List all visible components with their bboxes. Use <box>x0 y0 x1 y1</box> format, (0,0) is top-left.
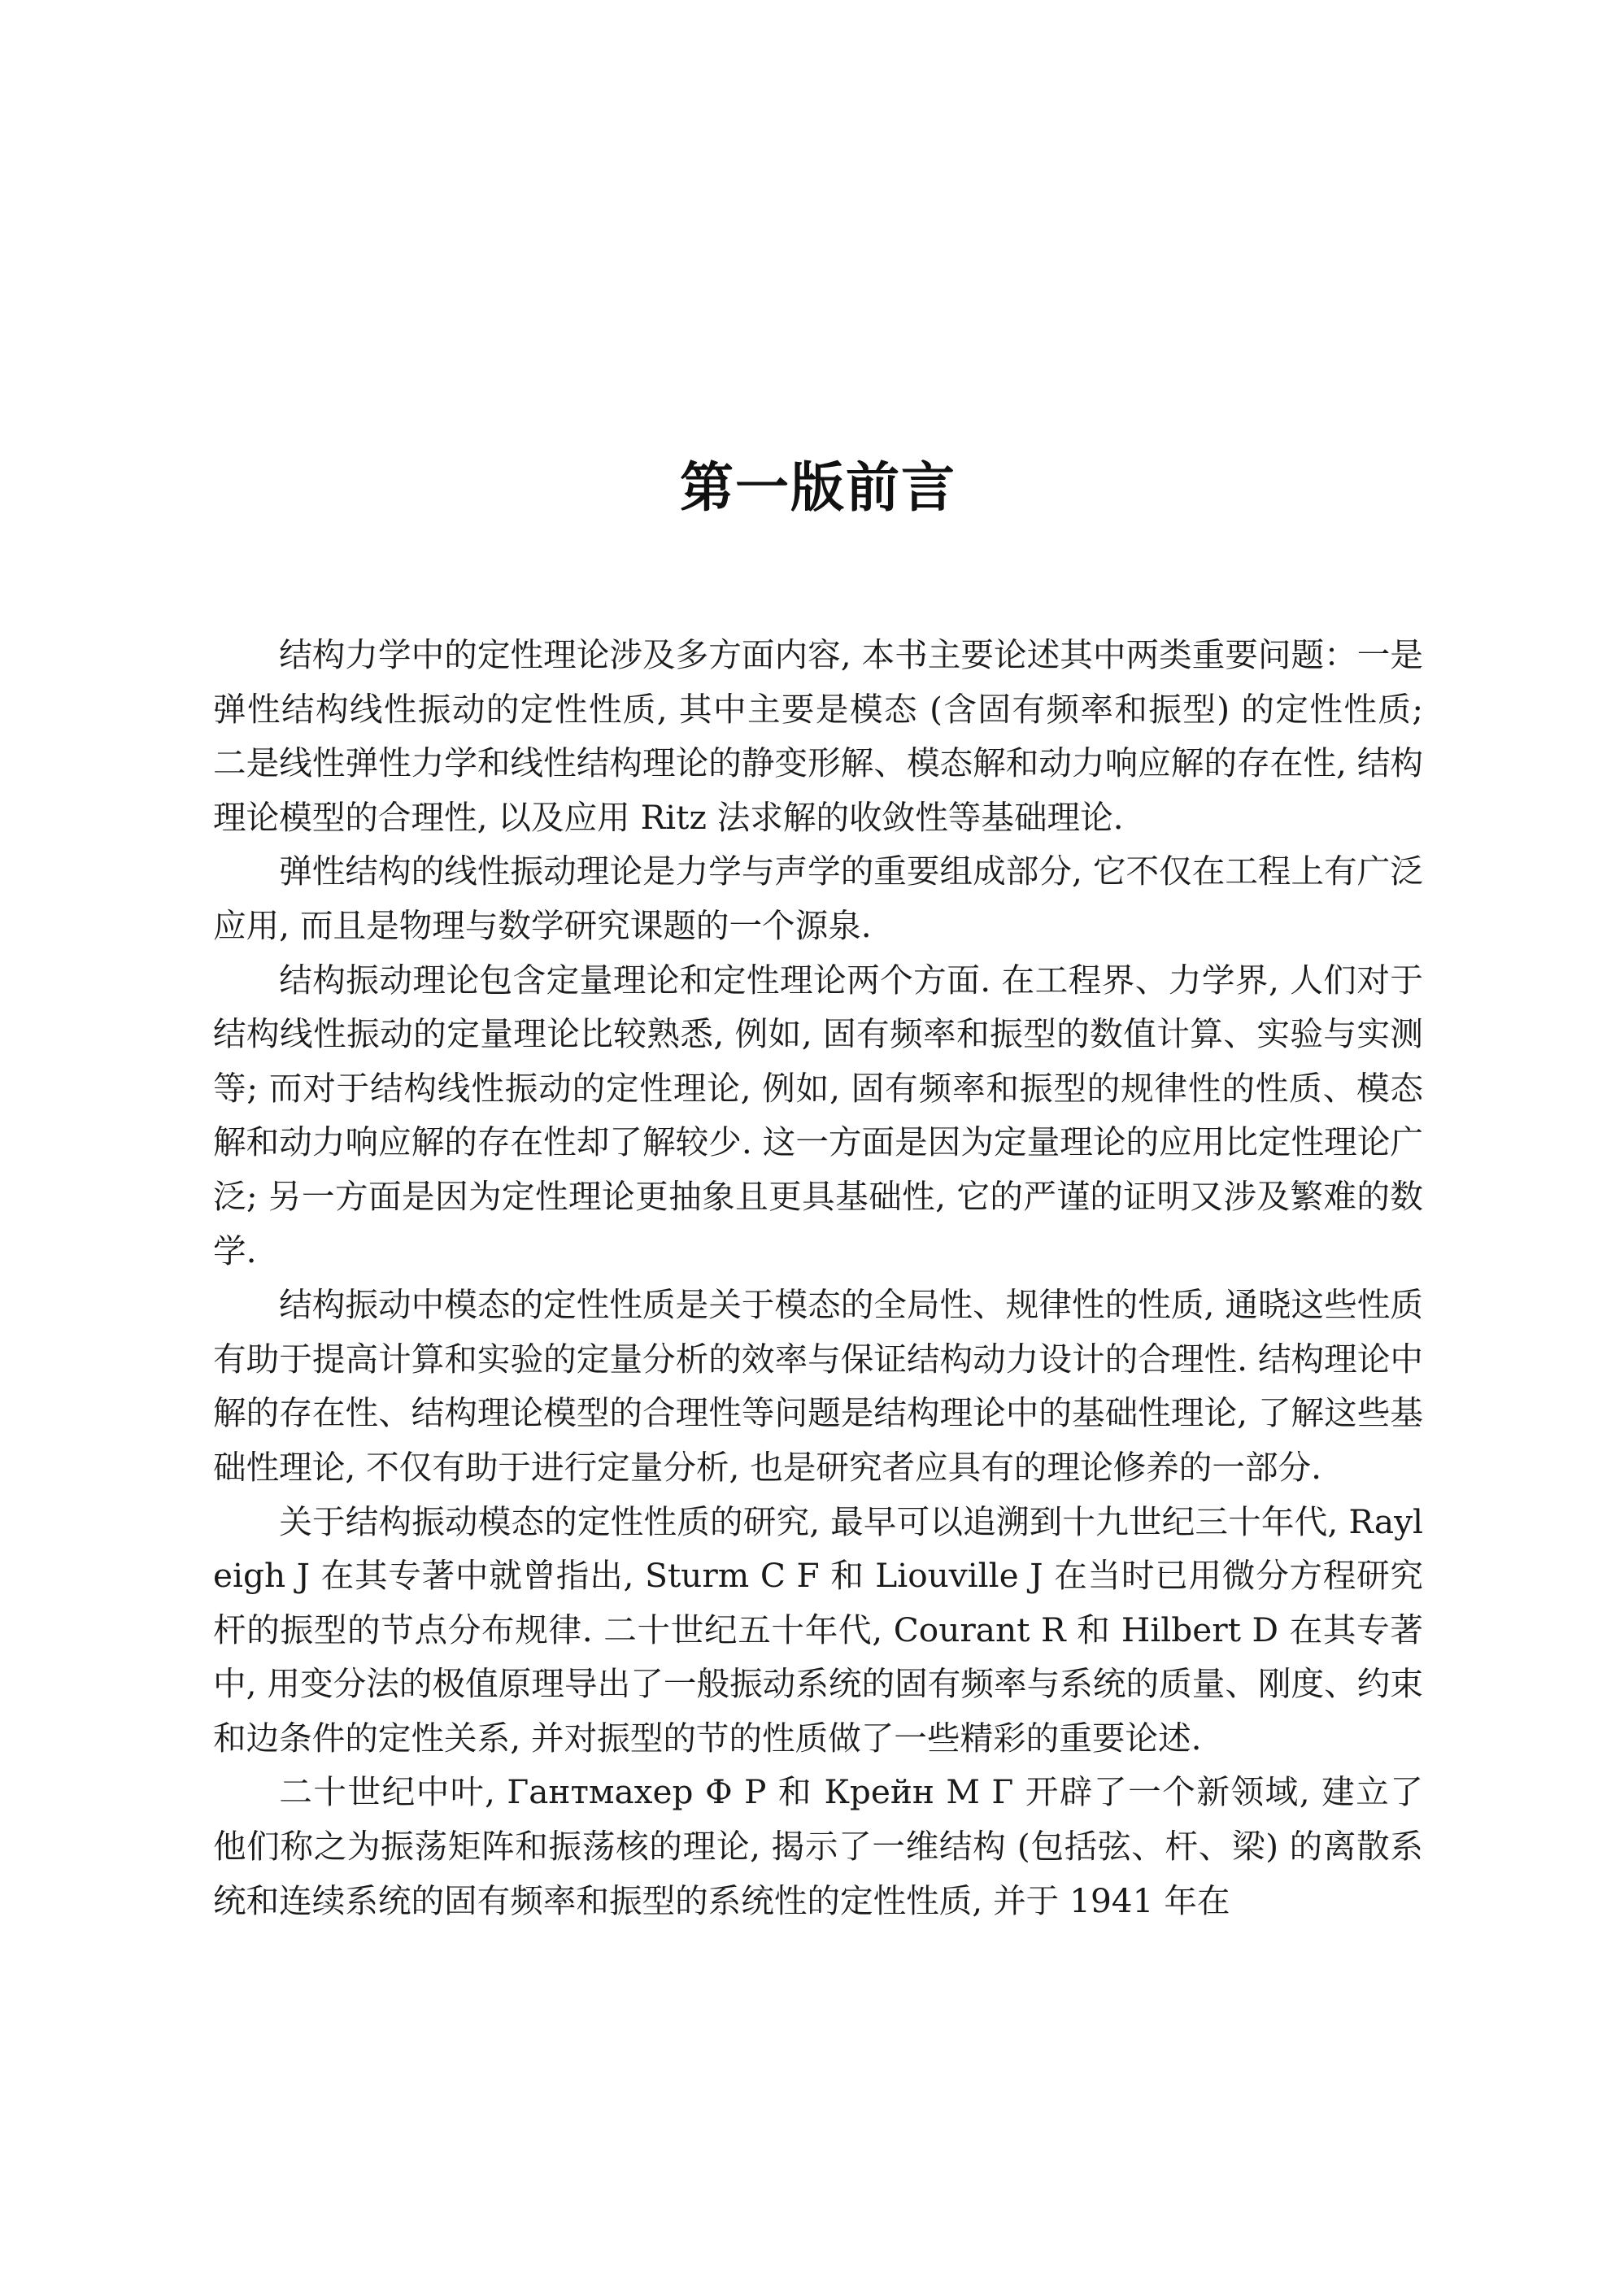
paragraph-3: 结构振动理论包含定量理论和定性理论两个方面. 在工程界、力学界, 人们对于结构线性振动的定量理论比较熟悉, 例如, 固有频率和振型的数值计算、实验与实测等; 而对于结构线性振动的定性理论, 例如, 固有频率和振型的规律性的性质、模态解和动力响应解的存在性却了解较少. 这一方面是因为定量理论的应用比定性理论广泛; 另一方面是因为定性理论更抽象且更具基础性, 它的严谨的证明又涉及繁难的数学. <box>213 960 1423 1270</box>
page-title: 第一版前言 <box>680 456 956 519</box>
paragraph-5: 关于结构振动模态的定性性质的研究, 最早可以追溯到十九世纪三十年代, Rayleigh J 在其专著中就曾指出, Sturm C F 和 Liouville J 在当时已用微分方程研究杆的振型的节点分布规律. 二十世纪五十年代, Courant R 和 Hilbert D 在其专著中, 用变分法的极值原理导出了一般振动系统的固有频率与系统的质量、刚度、约束和边条件的定性关系, 并对振型的节的性质做了一些精彩的重要论述. <box>213 1501 1423 1758</box>
paragraph-1: 结构力学中的定性理论涉及多方面内容, 本书主要论述其中两类重要问题：一是弹性结构线性振动的定性性质, 其中主要是模态 (含固有频率和振型) 的定性性质; 二是线性弹性力学和线性结构理论的静变形解、模态解和动力响应解的存在性, 结构理论模型的合理性, 以及应用 Ritz 法求解的收敛性等基础理论. <box>213 635 1423 837</box>
paragraph-2: 弹性结构的线性振动理论是力学与声学的重要组成部分, 它不仅在工程上有广泛应用, 而且是物理与数学研究课题的一个源泉. <box>213 852 1423 945</box>
paragraph-4: 结构振动中模态的定性性质是关于模态的全局性、规律性的性质, 通晓这些性质有助于提高计算和实验的定量分析的效率与保证结构动力设计的合理性. 结构理论中解的存在性、结构理论模型的合理性等问题是结构理论中的基础性理论, 了解这些基础性理论, 不仅有助于进行定量分析, 也是研究者应具有的理论修养的一部分. <box>213 1285 1423 1487</box>
paragraph-6: 二十世纪中叶, Гантмахер Ф Р 和 Крейн М Г 开辟了一个新领域, 建立了他们称之为振荡矩阵和振荡核的理论, 揭示了一维结构 (包括弦、杆、梁) 的离散系统和连续系统的固有频率和振型的系统性的定性性质, 并于 1941 年在 <box>213 1772 1423 1920</box>
document-page <box>213 0 1423 2296</box>
preface-body <box>213 628 1423 1928</box>
